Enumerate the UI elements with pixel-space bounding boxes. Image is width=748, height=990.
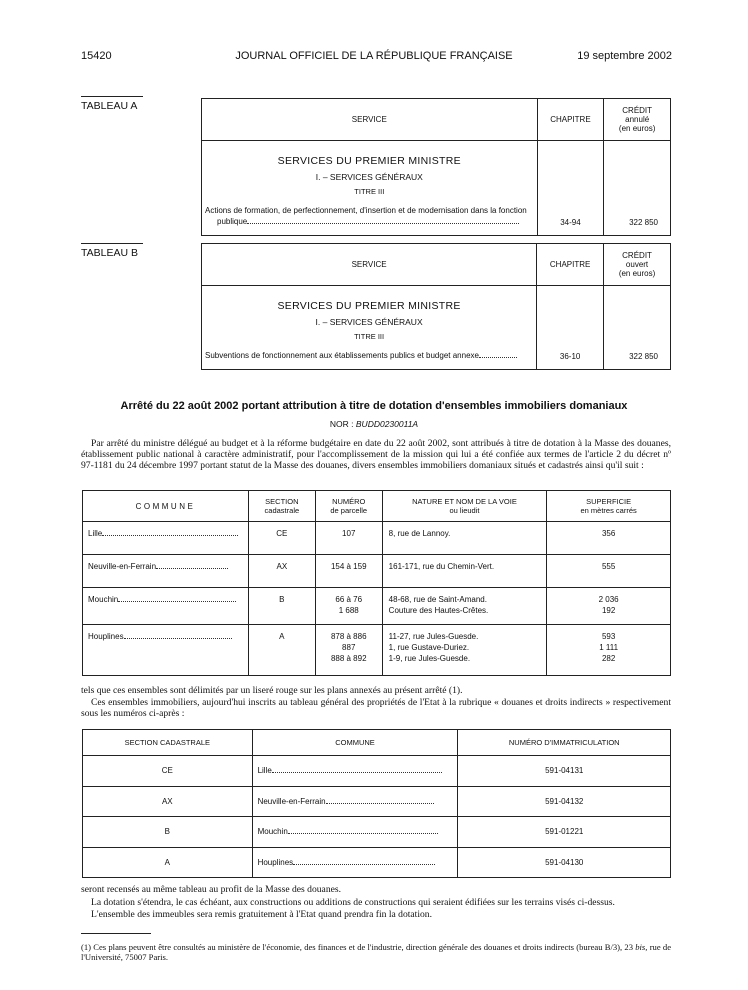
table-row: A Houplines 591-04130 xyxy=(83,847,671,878)
service-line: Actions de formation, de perfectionnement, d'insertion et de modernisation dans la fonction publique xyxy=(205,206,527,226)
paragraph-delimites: tels que ces ensembles sont délimités par un liseré rouge sur les plans annexés au présent arrêté (1). xyxy=(81,685,463,696)
registry-table xyxy=(82,729,671,878)
col-commune: COMMUNE xyxy=(252,730,458,756)
section-subtitle: I. – SERVICES GÉNÉRAUX xyxy=(315,317,423,327)
col-immatriculation: NUMÉRO D'IMMATRICULATION xyxy=(458,730,671,756)
publication-date: 19 septembre 2002 xyxy=(577,50,672,62)
col-chapitre: CHAPITRE xyxy=(537,99,604,141)
journal-title: JOURNAL OFFICIEL DE LA RÉPUBLIQUE FRANÇAISE xyxy=(235,50,513,62)
arrete-intro: Par arrêté du ministre délégué au budget et à la réforme budgétaire en date du 22 août 2002, sont attribués à titre de dotation à la Masse des douanes, établissement public national à caractère administratif, pour l'accomplissement de la mission qui lui a été confiée aux termes de l'article 2 du décret nº 97-1181 du 24 décembre 1997 portant statut de la Masse des douanes, divers ensembles immobiliers domaniaux situés et cadastrés ainsi qu'il suit : xyxy=(81,438,671,471)
col-service: SERVICE xyxy=(202,99,538,141)
tableau-a-label: TABLEAU A xyxy=(81,96,143,112)
table-row: Lille CE 107 8, rue de Lannoy. 356 xyxy=(83,522,671,555)
table-row: Neuville-en-Ferrain AX 154 à 159 161-171, rue du Chemin-Vert. 555 xyxy=(83,555,671,588)
col-nature: NATURE ET NOM DE LA VOIE ou lieudit xyxy=(382,491,547,522)
table-row: AX Neuville-en-Ferrain 591-04132 xyxy=(83,786,671,817)
col-commune: COMMUNE xyxy=(83,491,249,522)
titre-label: TITRE III xyxy=(354,187,385,196)
nor-code: BUDD0230011A xyxy=(355,419,419,429)
arrete-title: Arrêté du 22 août 2002 portant attribution à titre de dotation d'ensembles immobiliers domaniaux xyxy=(120,400,628,412)
paragraph-recenses: seront recensés au même tableau au profit de la Masse des douanes. xyxy=(81,884,342,895)
tableau-b-label: TABLEAU B xyxy=(81,243,143,259)
col-credit: CRÉDIT annulé (en euros) xyxy=(604,99,671,141)
parcels-table xyxy=(82,490,671,676)
page-number: 15420 xyxy=(81,50,112,62)
col-section-cadastrale: SECTION CADASTRALE xyxy=(83,730,253,756)
paragraph-remise: L'ensemble des immeubles sera remis gratuitement à l'Etat quand prendra fin la dotation. xyxy=(91,909,432,920)
service-cell xyxy=(202,286,537,370)
service-line: Subventions de fonctionnement aux établissements publics et budget annexe xyxy=(202,350,536,361)
footnote-rule xyxy=(81,933,151,934)
table-row: Mouchin B 66 à 76 1 688 48-68, rue de Saint-Amand. Couture des Hautes-Crêtes. 2 036 192 xyxy=(83,588,671,625)
credit-value: 322 850 xyxy=(604,141,671,236)
table-row: Houplines A 878 à 886 887 888 à 892 11-27, rue Jules-Guesde. 1, rue Gustave-Duriez. 1-9, rue Jules-Guesde. 593 1 111 282 xyxy=(83,625,671,676)
section-subtitle: I. – SERVICES GÉNÉRAUX xyxy=(315,172,423,182)
tableau-b xyxy=(201,243,671,370)
paragraph-inscrits: Ces ensembles immobiliers, aujourd'hui inscrits au tableau général des propriétés de l'Etat à la rubrique « douanes et droits indirects » respectivement sous les numéros ci-après : xyxy=(81,697,671,719)
section-title: SERVICES DU PREMIER MINISTRE xyxy=(277,300,461,312)
col-credit: CRÉDIT ouvert (en euros) xyxy=(604,244,671,286)
titre-label: TITRE III xyxy=(354,332,385,341)
section-title: SERVICES DU PREMIER MINISTRE xyxy=(277,155,461,167)
col-chapitre: CHAPITRE xyxy=(537,244,604,286)
credit-value: 322 850 xyxy=(604,286,671,370)
nor-reference: NOR : BUDD0230011A xyxy=(329,419,419,429)
chapitre-value: 36-10 xyxy=(537,286,604,370)
chapitre-value: 34-94 xyxy=(537,141,604,236)
col-service: SERVICE xyxy=(202,244,537,286)
col-superficie: SUPERFICIE en mètres carrés xyxy=(547,491,671,522)
col-section: SECTION cadastrale xyxy=(248,491,315,522)
table-row: B Mouchin 591-01221 xyxy=(83,817,671,848)
service-cell xyxy=(202,141,538,236)
paragraph-dotation: La dotation s'étendra, le cas échéant, aux constructions ou additions de constructions qui seraient édifiées sur les terrains visés ci-dessus. xyxy=(91,897,615,908)
col-numero: NUMÉRO de parcelle xyxy=(315,491,382,522)
tableau-a xyxy=(201,98,671,236)
footnote: (1) Ces plans peuvent être consultés au ministère de l'économie, des finances et de l'industrie, direction générale des douanes et droits indirects (bureau B/3), 23 bis, rue de l'Université, 75007 Paris. xyxy=(81,942,672,962)
table-row: CE Lille 591-04131 xyxy=(83,756,671,787)
